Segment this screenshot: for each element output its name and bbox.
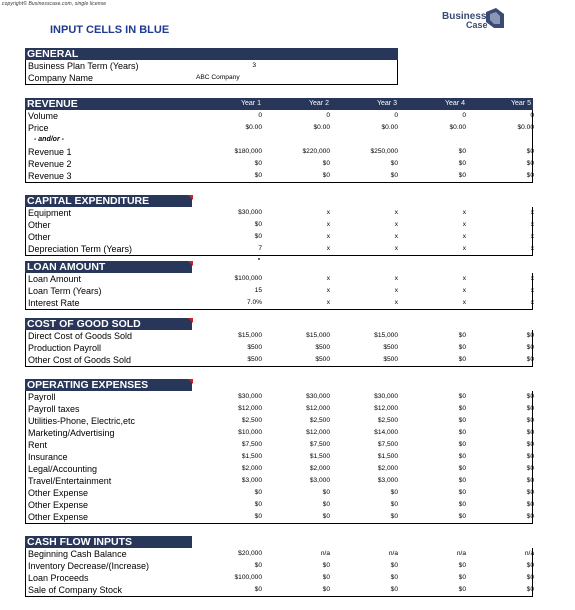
value-cell[interactable]: $0	[322, 562, 330, 569]
comment-marker	[188, 379, 193, 384]
value-cell[interactable]: $0.00	[517, 124, 534, 131]
value-cell[interactable]: $0	[458, 344, 466, 351]
value-cell[interactable]: $30,000	[238, 209, 262, 216]
comment-marker	[188, 318, 193, 323]
value-cell[interactable]: $12,000	[374, 405, 398, 412]
row-label: Travel/Entertainment	[28, 476, 112, 486]
year-header-row	[192, 98, 533, 110]
capex-section	[25, 195, 533, 256]
value-cell[interactable]: x	[394, 287, 398, 294]
value-cell[interactable]: x	[530, 275, 534, 282]
value-cell[interactable]: 7	[258, 245, 262, 252]
value-cell[interactable]: x	[394, 209, 398, 216]
row-label: Legal/Accounting	[28, 464, 98, 474]
general-header-label: GENERAL	[25, 48, 398, 60]
row-label: Other Expense	[28, 500, 89, 510]
row-label: Other Expense	[28, 488, 89, 498]
table-row	[26, 297, 532, 309]
value-cell[interactable]: n/a	[388, 550, 398, 557]
cogs-section	[25, 318, 533, 367]
value-cell[interactable]: $30,000	[238, 393, 262, 400]
value-cell[interactable]: x	[462, 275, 466, 282]
row-label: Insurance	[28, 452, 68, 462]
capex-header-label: CAPITAL EXPENDITURE	[25, 195, 192, 207]
value-cell[interactable]: $0	[254, 172, 262, 179]
table-row	[26, 415, 532, 427]
general-section	[25, 48, 533, 85]
value-cell[interactable]: $250,000	[370, 148, 398, 155]
value-cell[interactable]: $0	[390, 489, 398, 496]
row-label: Business Plan Term (Years)	[28, 61, 139, 71]
table-row	[26, 548, 532, 560]
value-cell[interactable]: $0	[254, 586, 262, 593]
copyright-note: copyright© Businesscase.com, single license	[2, 1, 107, 7]
logo-line2: Case	[466, 20, 488, 30]
row-label: Revenue 3	[28, 171, 72, 181]
value-cell[interactable]: $3,000	[309, 477, 330, 484]
capex-rows	[25, 207, 533, 256]
revenue-header-label: REVENUE	[25, 98, 192, 110]
table-row	[26, 475, 532, 487]
value-cell[interactable]: $0	[526, 489, 534, 496]
row-label: Equipment	[28, 208, 72, 218]
cogs-header-label: COST OF GOOD SOLD	[25, 318, 192, 330]
value-cell[interactable]: $0	[458, 453, 466, 460]
value-cell[interactable]: $3,000	[241, 477, 262, 484]
value-cell[interactable]: $15,000	[238, 332, 262, 339]
value-cell[interactable]: n/a	[320, 550, 330, 557]
value-cell[interactable]: x	[326, 221, 330, 228]
value-cell[interactable]: x	[326, 275, 330, 282]
value-cell[interactable]: $0	[458, 393, 466, 400]
value-cell[interactable]: $0	[458, 332, 466, 339]
row-label: Depreciation Term (Years)	[28, 244, 133, 254]
row-label: Beginning Cash Balance	[28, 549, 127, 559]
revenue-rows	[25, 110, 533, 183]
table-row	[26, 146, 532, 158]
value-cell[interactable]: x	[462, 299, 466, 306]
row-label: - and/or -	[34, 136, 64, 143]
year-header: Year 5	[511, 100, 531, 107]
table-row	[26, 330, 532, 342]
table-row	[26, 463, 532, 475]
table-row	[26, 122, 532, 134]
row-label: Company Name	[28, 73, 94, 83]
value-cell[interactable]: $0	[526, 148, 534, 155]
opex-header	[25, 379, 533, 391]
row-label: Price	[28, 123, 49, 133]
value-cell[interactable]: 0	[258, 112, 262, 119]
value-cell[interactable]: x	[530, 245, 534, 252]
table-row	[26, 499, 532, 511]
value-cell[interactable]: $0	[458, 513, 466, 520]
table-row	[26, 285, 532, 297]
value-cell[interactable]: $0	[390, 513, 398, 520]
table-row	[26, 427, 532, 439]
cogs-header	[25, 318, 533, 330]
input-cell[interactable]: ABC Company	[196, 74, 240, 81]
value-cell[interactable]: $0	[526, 405, 534, 412]
row-label: Volume	[28, 111, 59, 121]
value-cell[interactable]: $15,000	[374, 332, 398, 339]
value-cell[interactable]: x	[530, 287, 534, 294]
row-label: Utilities-Phone, Electric,etc	[28, 416, 136, 426]
value-cell[interactable]: $0	[526, 332, 534, 339]
value-cell[interactable]: $500	[383, 356, 398, 363]
row-label: Other Expense	[28, 512, 89, 522]
row-label: Loan Amount	[28, 274, 82, 284]
value-cell[interactable]: x	[530, 209, 534, 216]
loan-section	[25, 261, 533, 310]
value-cell[interactable]: $15,000	[306, 332, 330, 339]
year-header: Year 3	[377, 100, 397, 107]
table-row	[26, 342, 532, 354]
value-cell[interactable]: $7,500	[241, 441, 262, 448]
value-cell[interactable]: $0	[458, 465, 466, 472]
year-header: Year 4	[445, 100, 465, 107]
revenue-section	[25, 98, 533, 183]
logo-line1: Business	[442, 11, 487, 22]
stray-mark	[258, 258, 260, 260]
row-label: Revenue 2	[28, 159, 72, 169]
table-row	[26, 243, 532, 255]
value-cell[interactable]: x	[462, 287, 466, 294]
value-cell[interactable]: $0	[322, 160, 330, 167]
table-row	[26, 354, 532, 366]
revenue-header	[25, 98, 533, 110]
capex-header	[25, 195, 533, 207]
value-cell[interactable]: $0	[458, 574, 466, 581]
value-cell[interactable]: $1,500	[241, 453, 262, 460]
value-cell[interactable]: $0	[254, 562, 262, 569]
value-cell[interactable]: $0.00	[245, 124, 262, 131]
value-cell[interactable]: $0	[254, 160, 262, 167]
value-cell[interactable]: $0.00	[381, 124, 398, 131]
value-cell[interactable]: x	[326, 245, 330, 252]
value-cell[interactable]: $14,000	[374, 429, 398, 436]
value-cell[interactable]: $0	[322, 501, 330, 508]
value-cell[interactable]: $0	[390, 574, 398, 581]
value-cell[interactable]: $0	[458, 148, 466, 155]
value-cell[interactable]: $1,500	[309, 453, 330, 460]
value-cell[interactable]: $0	[526, 586, 534, 593]
value-cell[interactable]: $20,000	[238, 550, 262, 557]
value-cell[interactable]: x	[530, 221, 534, 228]
value-cell[interactable]: $0	[458, 160, 466, 167]
value-cell[interactable]: x	[326, 287, 330, 294]
value-cell[interactable]: $7,500	[377, 441, 398, 448]
table-row	[26, 560, 532, 572]
value-cell[interactable]: $0.00	[449, 124, 466, 131]
table-row	[26, 511, 532, 523]
general-rows	[25, 60, 398, 85]
value-cell[interactable]: x	[462, 209, 466, 216]
value-cell[interactable]: $0	[458, 441, 466, 448]
table-row	[26, 134, 532, 146]
table-row	[26, 170, 532, 182]
value-cell[interactable]: $2,000	[377, 465, 398, 472]
briefcase-icon	[484, 6, 506, 30]
cogs-rows	[25, 330, 533, 367]
value-cell[interactable]: $2,500	[377, 417, 398, 424]
value-cell[interactable]: $0	[458, 172, 466, 179]
row-label: Payroll taxes	[28, 404, 80, 414]
value-cell[interactable]: $0	[322, 513, 330, 520]
value-cell[interactable]: 0	[462, 112, 466, 119]
value-cell[interactable]: n/a	[524, 550, 534, 557]
value-cell[interactable]: $0	[526, 356, 534, 363]
comment-marker	[188, 195, 193, 200]
value-cell[interactable]: $0	[458, 586, 466, 593]
value-cell[interactable]: $0	[458, 356, 466, 363]
table-row	[26, 584, 532, 596]
value-cell[interactable]: x	[462, 233, 466, 240]
value-cell[interactable]: $180,000	[234, 148, 262, 155]
row-label: Other	[28, 232, 51, 242]
value-cell[interactable]: x	[394, 221, 398, 228]
value-cell[interactable]: $10,000	[238, 429, 262, 436]
row-label: Production Payroll	[28, 343, 102, 353]
value-cell[interactable]: $0	[458, 417, 466, 424]
value-cell[interactable]: $0	[458, 477, 466, 484]
table-row	[26, 572, 532, 584]
row-label: Loan Term (Years)	[28, 286, 102, 296]
general-header	[25, 48, 533, 60]
cashflow-header-label: CASH FLOW INPUTS	[25, 536, 192, 548]
table-row	[26, 207, 532, 219]
value-cell[interactable]: x	[394, 233, 398, 240]
row-label: Inventory Decrease/(Increase)	[28, 561, 150, 571]
value-cell[interactable]: $7,500	[309, 441, 330, 448]
value-cell[interactable]: $0.00	[313, 124, 330, 131]
page-title: INPUT CELLS IN BLUE	[50, 24, 170, 36]
value-cell[interactable]: $0	[254, 489, 262, 496]
value-cell[interactable]: $0	[526, 477, 534, 484]
value-cell[interactable]: $0	[254, 501, 262, 508]
value-cell[interactable]: $0	[458, 501, 466, 508]
comment-marker	[188, 261, 193, 266]
value-cell[interactable]: x	[530, 233, 534, 240]
value-cell[interactable]: $0	[526, 160, 534, 167]
value-cell[interactable]: $0	[526, 344, 534, 351]
value-cell[interactable]: 0	[394, 112, 398, 119]
value-cell[interactable]: $0	[322, 574, 330, 581]
value-cell[interactable]: $12,000	[238, 405, 262, 412]
row-label: Interest Rate	[28, 298, 80, 308]
cashflow-section	[25, 536, 533, 597]
value-cell[interactable]: $0	[526, 574, 534, 581]
value-cell[interactable]: $0	[458, 429, 466, 436]
row-label: Direct Cost of Goods Sold	[28, 331, 133, 341]
row-label: Payroll	[28, 392, 56, 402]
value-cell[interactable]: $3,000	[377, 477, 398, 484]
value-cell[interactable]: $100,000	[234, 275, 262, 282]
value-cell[interactable]: $0	[254, 221, 262, 228]
opex-rows	[25, 391, 533, 524]
value-cell[interactable]: $0	[322, 489, 330, 496]
cashflow-rows	[25, 548, 533, 597]
value-cell[interactable]: x	[326, 233, 330, 240]
value-cell[interactable]: $0	[526, 465, 534, 472]
value-cell[interactable]: $100,000	[234, 574, 262, 581]
value-cell[interactable]: $0	[322, 586, 330, 593]
opex-section	[25, 379, 533, 524]
value-cell[interactable]: $0	[390, 501, 398, 508]
value-cell[interactable]: $500	[315, 356, 330, 363]
loan-rows	[25, 273, 533, 310]
value-cell[interactable]: $500	[247, 356, 262, 363]
value-cell[interactable]: $500	[247, 344, 262, 351]
value-cell[interactable]: $30,000	[374, 393, 398, 400]
row-label: Other Cost of Goods Sold	[28, 355, 132, 365]
table-row	[26, 231, 532, 243]
value-cell[interactable]: 0	[326, 112, 330, 119]
value-cell[interactable]: $1,500	[377, 453, 398, 460]
table-row	[26, 72, 397, 84]
value-cell[interactable]: $0	[526, 453, 534, 460]
input-cell[interactable]: 3	[252, 62, 256, 69]
value-cell[interactable]: $0	[458, 405, 466, 412]
table-row	[26, 403, 532, 415]
loan-header	[25, 261, 533, 273]
value-cell[interactable]: x	[326, 299, 330, 306]
value-cell[interactable]: $0	[322, 172, 330, 179]
value-cell[interactable]: x	[530, 299, 534, 306]
value-cell[interactable]: 7.0%	[246, 299, 262, 306]
cashflow-header	[25, 536, 533, 548]
value-cell[interactable]: $0	[254, 513, 262, 520]
value-cell[interactable]: $0	[458, 489, 466, 496]
value-cell[interactable]: x	[326, 209, 330, 216]
value-cell[interactable]: $0	[458, 562, 466, 569]
value-cell[interactable]: $0	[526, 441, 534, 448]
value-cell[interactable]: $2,000	[241, 465, 262, 472]
value-cell[interactable]: 0	[530, 112, 534, 119]
row-label: Loan Proceeds	[28, 573, 89, 583]
value-cell[interactable]: $0	[526, 562, 534, 569]
value-cell[interactable]: $0	[526, 393, 534, 400]
value-cell[interactable]: x	[394, 299, 398, 306]
value-cell[interactable]: $500	[315, 344, 330, 351]
row-label: Marketing/Advertising	[28, 428, 115, 438]
value-cell[interactable]: $2,500	[241, 417, 262, 424]
value-cell[interactable]: $220,000	[302, 148, 330, 155]
value-cell[interactable]: $0	[526, 501, 534, 508]
table-row	[26, 219, 532, 231]
year-header: Year 1	[241, 100, 261, 107]
row-label: Sale of Company Stock	[28, 585, 123, 595]
value-cell[interactable]: 15	[254, 287, 262, 294]
value-cell[interactable]: x	[394, 275, 398, 282]
table-row	[26, 451, 532, 463]
table-row	[26, 391, 532, 403]
row-label: Revenue 1	[28, 147, 72, 157]
value-cell[interactable]: $2,000	[309, 465, 330, 472]
value-cell[interactable]: $0	[390, 172, 398, 179]
table-row	[26, 158, 532, 170]
value-cell[interactable]: $30,000	[306, 393, 330, 400]
table-row	[26, 273, 532, 285]
value-cell[interactable]: n/a	[456, 550, 466, 557]
value-cell[interactable]: x	[462, 221, 466, 228]
value-cell[interactable]: $500	[383, 344, 398, 351]
value-cell[interactable]: $2,500	[309, 417, 330, 424]
value-cell[interactable]: $12,000	[306, 429, 330, 436]
value-cell[interactable]: $0	[526, 417, 534, 424]
business-case-logo	[440, 4, 512, 32]
value-cell[interactable]: $0	[390, 586, 398, 593]
table-row	[26, 110, 532, 122]
row-label: Other	[28, 220, 51, 230]
row-label: Rent	[28, 440, 48, 450]
loan-header-label: LOAN AMOUNT	[25, 261, 192, 273]
value-cell[interactable]: $0	[526, 429, 534, 436]
value-cell[interactable]: x	[462, 245, 466, 252]
opex-header-label: OPERATING EXPENSES	[25, 379, 192, 391]
value-cell[interactable]: $0	[526, 513, 534, 520]
table-row	[26, 439, 532, 451]
year-header: Year 2	[309, 100, 329, 107]
table-row	[26, 487, 532, 499]
value-cell[interactable]: $0	[526, 172, 534, 179]
value-cell[interactable]: x	[394, 245, 398, 252]
value-cell[interactable]: $12,000	[306, 405, 330, 412]
value-cell[interactable]: $0	[390, 562, 398, 569]
table-row	[26, 60, 397, 72]
value-cell[interactable]: $0	[254, 233, 262, 240]
value-cell[interactable]: $0	[390, 160, 398, 167]
